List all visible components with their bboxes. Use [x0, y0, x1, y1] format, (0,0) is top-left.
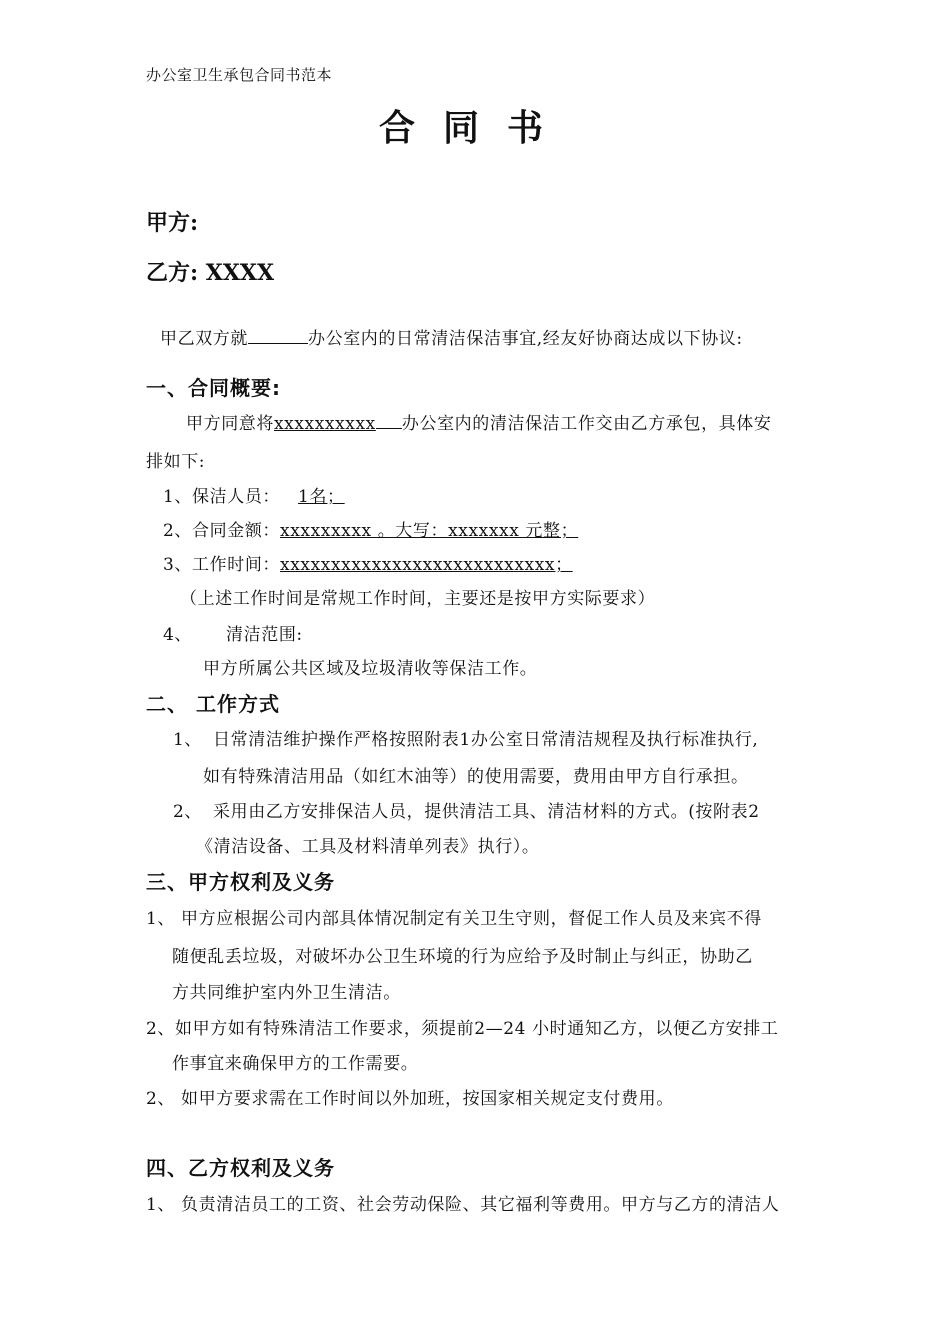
- section1-placeholder: xxxxxxxxxx: [274, 414, 376, 434]
- item2-value: xxxxxxxxx 。大写：xxxxxxx 元整；: [280, 521, 579, 541]
- section2-item2-line1: 采用由乙方安排保洁人员，提供清洁工具、清洁材料的方式。(按附表2: [213, 802, 760, 822]
- section1-text-after: 办公室内的清洁保洁工作交由乙方承包，具体安: [401, 414, 772, 434]
- section2-item1-line2: 如有特殊清洁用品（如红木油等）的使用需要，费用由甲方自行承担。: [203, 767, 749, 787]
- intro-blank: [248, 326, 308, 344]
- working-hours-note: （上述工作时间是常规工作时间，主要还是按甲方实际要求）: [180, 589, 656, 609]
- document-header: 办公室卫生承包合同书范本: [146, 66, 333, 84]
- item-working-hours: [163, 550, 573, 575]
- party-b-label: 乙方: XXXX: [146, 260, 275, 286]
- section3-item3-line1: 2、 如甲方要求需在工作时间以外加班，按国家相关规定支付费用。: [146, 1089, 674, 1109]
- section2-item1-number: 1、: [173, 730, 203, 750]
- item3-value: xxxxxxxxxxxxxxxxxxxxxxxxxxx；: [280, 555, 573, 575]
- item4-label: 4、: [163, 625, 193, 645]
- item2-label: 2、合同金额：: [163, 521, 281, 541]
- item-contract-amount: [163, 516, 578, 541]
- section4-heading: 四、乙方权利及义务: [146, 1156, 335, 1180]
- item1-label: 1、保洁人员：: [163, 487, 281, 507]
- item3-label: 3、工作时间：: [163, 555, 281, 575]
- section3-heading: 三、甲方权利及义务: [146, 870, 335, 894]
- section2-heading: 二、 工作方式: [146, 692, 280, 716]
- party-a-label: 甲方:: [146, 210, 199, 236]
- section3-item1-line2: 随便乱丢垃圾，对破坏办公卫生环境的行为应给予及时制止与纠正，协助乙: [172, 947, 753, 967]
- intro-text-before: 甲乙双方就: [160, 329, 248, 349]
- item4-text: 清洁范围:: [226, 625, 303, 645]
- intro-paragraph: [160, 324, 743, 349]
- document-title: 合同书: [378, 108, 571, 149]
- item1-value: 1名；: [298, 487, 345, 507]
- section3-item1-line3: 方共同维护室内外卫生清洁。: [172, 983, 401, 1003]
- section3-item2-line2: 作事宜来确保甲方的工作需要。: [172, 1054, 419, 1074]
- intro-text-after: 办公室内的日常清洁保洁事宜,经友好协商达成以下协议:: [308, 329, 743, 349]
- section1-paragraph-line2: 排如下:: [146, 452, 206, 472]
- section2-item2-line2: 《清洁设备、工具及材料清单列表》执行）。: [196, 837, 540, 857]
- section3-item1-line1: 1、 甲方应根据公司内部具体情况制定有关卫生守则，督促工作人员及来宾不得: [146, 909, 762, 929]
- section2-item1-line1: 日常清洁维护操作严格按照附表1办公室日常清洁规程及执行标准执行,: [213, 730, 759, 750]
- item-cleaning-scope: [163, 620, 303, 645]
- section2-item2-number: 2、: [173, 802, 203, 822]
- section1-heading: 一、合同概要:: [146, 376, 281, 400]
- item-cleaning-staff: [163, 482, 345, 507]
- section4-item1-line1: 1、 负责清洁员工的工资、社会劳动保险、其它福利等费用。甲方与乙方的清洁人: [146, 1195, 780, 1215]
- cleaning-scope-detail: 甲方所属公共区域及垃圾清收等保洁工作。: [203, 659, 538, 679]
- section1-text-before: 甲方同意将: [186, 414, 274, 434]
- section1-blank: [376, 411, 402, 429]
- section3-item2-line1: 2、如甲方如有特殊清洁工作要求，须提前2—24 小时通知乙方，以便乙方安排工: [146, 1019, 779, 1039]
- section1-paragraph: [186, 409, 771, 434]
